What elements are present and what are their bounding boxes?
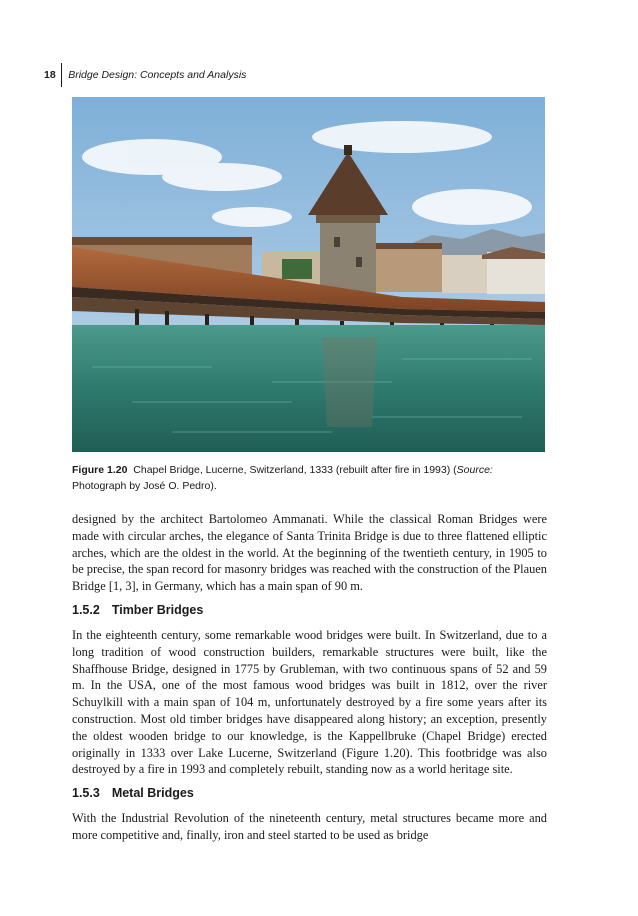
figure-photo-chapel-bridge [72,97,545,452]
section-number: 1.5.3 [72,786,100,800]
page-number: 18 [44,69,56,81]
running-header [44,62,246,88]
figure-caption [72,462,547,494]
paragraph-masonry-continued: designed by the architect Bartolomeo Ammanati. While the classical Roman Bridges were made with circular arches, the elegance of Santa Trinita Bridge is due to three flattened elliptic arches, which are the oldest in the world. At the beginning of the twentieth century, in 1905 to be precise, the span record for masonry bridges was reached with the construction of the Plauen Bridge [1, 3], in Germany, which has a main span of 90 m. [72,512,547,594]
section-title: Timber Bridges [111,603,204,617]
caption-text: Chapel Bridge, Lucerne, Switzerland, 1333 (rebuilt after fire in 1993) ( [133,464,457,476]
section-heading-metal-bridges [72,786,194,800]
lake-water [72,325,545,452]
paragraph-timber-bridges: In the eighteenth century, some remarkable wood bridges were built. In Switzerland, due to a long tradition of wood construction builders, remarkable structures were built, like the Shaffhouse Bridge, designed in 1775 by Grubleman, with two continuous spans of 52 and 59 m. In the USA, one of the most famous wood bridges was built in 1812, over the river Schuylkill with a main span of 104 m, unfortunately destroyed by a fire some years after its construction. Most old timber bridges have disappeared along history; an exception, presently the oldest wooden bridge to our knowledge, is the Kappellbruke (Chapel Bridge) erected originally in 1333 over Lake Lucerne, Switzerland (Figure 1.20). This footbridge was also destroyed by a fire in 1993 and completely rebuilt, standing now as a world heritage site. [72,628,547,777]
running-title: Bridge Design: Concepts and Analysis [68,69,247,81]
figure-label: Figure 1.20 [72,464,128,476]
paragraph-metal-bridges: With the Industrial Revolution of the nineteenth century, metal structures became more and more competitive and, finally, iron and steel started to be used as bridge [72,811,547,842]
section-number: 1.5.2 [72,603,100,617]
caption-source: Photograph by José O. Pedro). [72,480,217,492]
section-heading-timber-bridges [72,603,203,617]
caption-source-label: Source: [456,464,493,476]
section-title: Metal Bridges [111,786,194,800]
tower-reflection [322,337,377,427]
header-divider [61,63,63,87]
chapel-bridge-illustration [72,97,545,452]
